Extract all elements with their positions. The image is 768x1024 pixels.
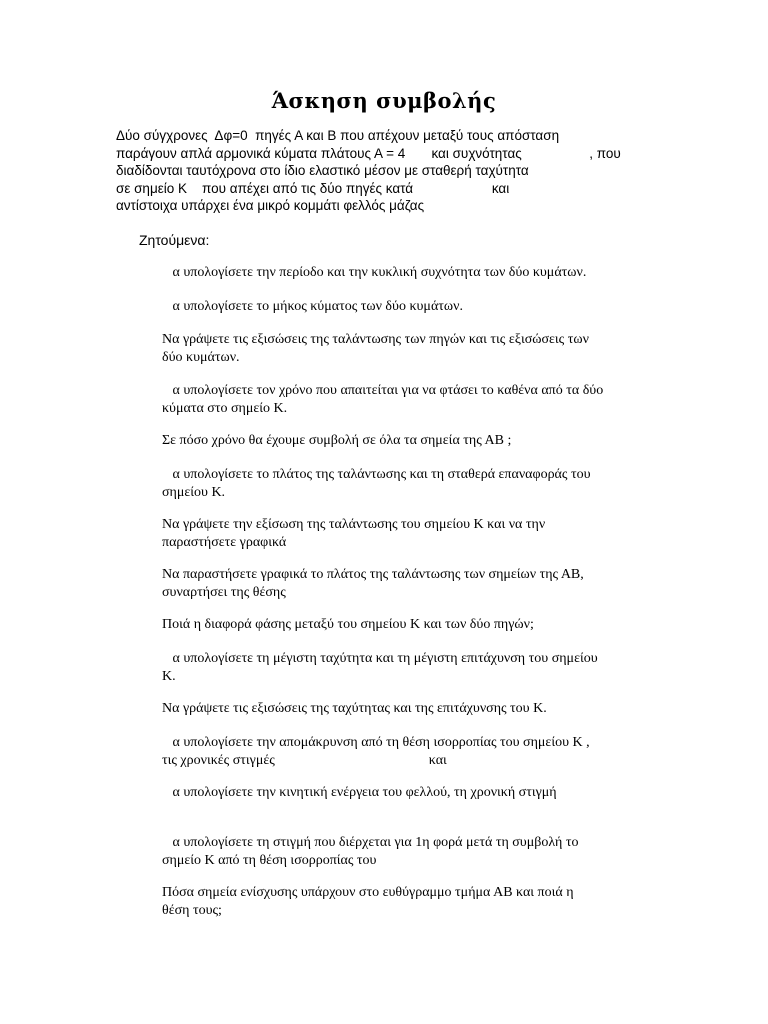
- question-line: α υπολογίσετε τη στιγμή που διέρχεται για 1η φορά μετά τη συμβολή το: [162, 835, 579, 850]
- question-15: [162, 884, 662, 919]
- question-line: κύματα στο σημείο Κ.: [162, 400, 288, 416]
- question-line: δύο κυμάτων.: [162, 349, 240, 365]
- question-2: [162, 298, 662, 316]
- question-line: Σε πόσο χρόνο θα έχουμε συμβολή σε όλα τα σημεία της ΑΒ ;: [162, 433, 512, 448]
- question-line: α υπολογίσετε το πλάτος της ταλάντωσης και τη σταθερά επαναφοράς του: [162, 467, 591, 482]
- question-line: Πόσα σημεία ενίσχυσης υπάρχουν στο ευθύγραμμο τμήμα ΑΒ και ποιά η: [162, 885, 574, 900]
- intro-line: σε σημείο Κ που απέχει από τις δύο πηγές κατά και: [116, 180, 510, 196]
- question-9: [162, 616, 662, 634]
- problem-statement: [116, 127, 656, 215]
- question-line: παραστήσετε γραφικά: [162, 534, 287, 550]
- question-13: [162, 784, 662, 802]
- question-5: [162, 432, 662, 450]
- question-10: [162, 650, 662, 685]
- question-line: Να γράψετε τις εξισώσεις της ταχύτητας και της επιτάχυνσης του Κ.: [162, 701, 547, 716]
- question-line: α υπολογίσετε την απομάκρυνση από τη θέση ισορροπίας του σημείου Κ ,: [162, 735, 590, 750]
- question-line: σημείο Κ από τη θέση ισορροπίας του: [162, 852, 377, 868]
- page-title: Άσκηση συμβολής: [271, 88, 497, 113]
- question-line: συναρτήσει της θέσης: [162, 584, 286, 600]
- question-line: Να γράψετε την εξίσωση της ταλάντωσης του σημείου Κ και να την: [162, 517, 546, 532]
- question-8: [162, 566, 662, 601]
- question-14: [162, 834, 662, 869]
- question-4: [162, 382, 662, 417]
- intro-line: παράγουν απλά αρμονικά κύματα πλάτους Α = 4 και συχνότητας , που: [116, 145, 621, 161]
- question-line: Να γράψετε τις εξισώσεις της ταλάντωσης των πηγών και τις εξισώσεις των: [162, 332, 589, 347]
- intro-line: Δύο σύγχρονες Δφ=0 πηγές Α και Β που απέχουν μεταξύ τους απόσταση: [116, 128, 560, 143]
- question-line: α υπολογίσετε τον χρόνο που απαιτείται για να φτάσει το καθένα από τα δύο: [162, 383, 604, 398]
- question-11: [162, 700, 662, 718]
- intro-line: διαδίδονται ταυτόχρονα στο ίδιο ελαστικό μέσον με σταθερή ταχύτητα: [116, 163, 529, 178]
- question-line: α υπολογίσετε το μήκος κύματος των δύο κυμάτων.: [162, 299, 463, 314]
- question-line: α υπολογίσετε τη μέγιστη ταχύτητα και τη μέγιστη επιτάχυνση του σημείου: [162, 651, 598, 666]
- question-3: [162, 331, 662, 366]
- question-line: α υπολογίσετε την κινητική ενέργεια του φελλού, τη χρονική στιγμή: [162, 785, 557, 800]
- question-line: σημείου Κ.: [162, 484, 226, 500]
- question-6: [162, 466, 662, 501]
- question-line: Κ.: [162, 668, 176, 684]
- questions-heading: Ζητούμενα:: [139, 232, 210, 248]
- question-line: Να παραστήσετε γραφικά το πλάτος της ταλάντωσης των σημείων της ΑΒ,: [162, 567, 584, 582]
- question-line: τις χρονικές στιγμές και: [162, 752, 447, 768]
- question-7: [162, 516, 662, 551]
- question-12: [162, 734, 662, 769]
- question-line: θέση τους;: [162, 902, 222, 918]
- question-line: α υπολογίσετε την περίοδο και την κυκλική συχνότητα των δύο κυμάτων.: [162, 265, 587, 280]
- question-line: Ποιά η διαφορά φάσης μεταξύ του σημείου Κ και των δύο πηγών;: [162, 617, 534, 632]
- intro-line: αντίστοιχα υπάρχει ένα μικρό κομμάτι φελλός μάζας: [116, 198, 425, 213]
- question-1: [162, 264, 662, 282]
